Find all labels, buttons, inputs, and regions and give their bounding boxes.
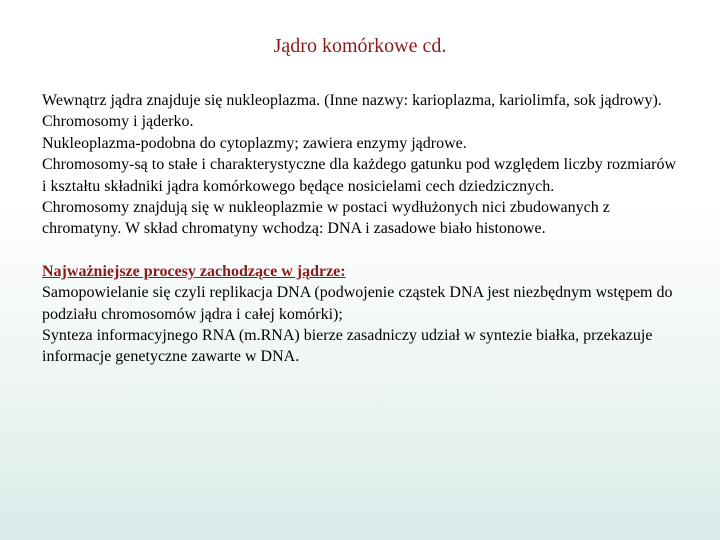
slide-content [42, 90, 682, 368]
paragraph-chromosomes-definition: Chromosomy-są to stałe i charakterystyczne dla każdego gatunku pod względem liczby rozmiarów i kształtu składniki jądra komórkowego będące nosicielami cech dziedzicznych. [42, 156, 677, 195]
process-rna-synthesis: Synteza informacyjnego RNA (m.RNA) bierze zasadniczy udział w syntezie białka, przekazuje informacje genetyczne zawarte w DNA. [42, 327, 653, 366]
processes-heading: Najważniejsze procesy zachodzące w jądrze: [42, 262, 346, 280]
paragraph-nucleoplasm-definition: Nukleoplazma-podobna do cytoplazmy; zawiera enzymy jądrowe. [42, 134, 467, 152]
slide-title: Jądro komórkowe cd. [273, 35, 447, 57]
paragraph-nucleoplasm-intro: Wewnątrz jądra znajduje się nukleoplazma. (Inne nazwy: karioplazma, kariolimfa, sok jądrowy). Chromosomy i jąderko. [42, 92, 662, 131]
spacer [42, 240, 682, 261]
paragraph-chromatin: Chromosomy znajdują się w nukleoplazmie w postaci wydłużonych nici zbudowanych z chromatyny. W skład chromatyny wchodzą: DNA i zasadowe biało histonowe. [42, 199, 610, 238]
process-replication: Samopowielanie się czyli replikacja DNA (podwojenie cząstek DNA jest niezbędnym wstępem do podziału chromosomów jądra i całej komórki); [42, 284, 673, 323]
